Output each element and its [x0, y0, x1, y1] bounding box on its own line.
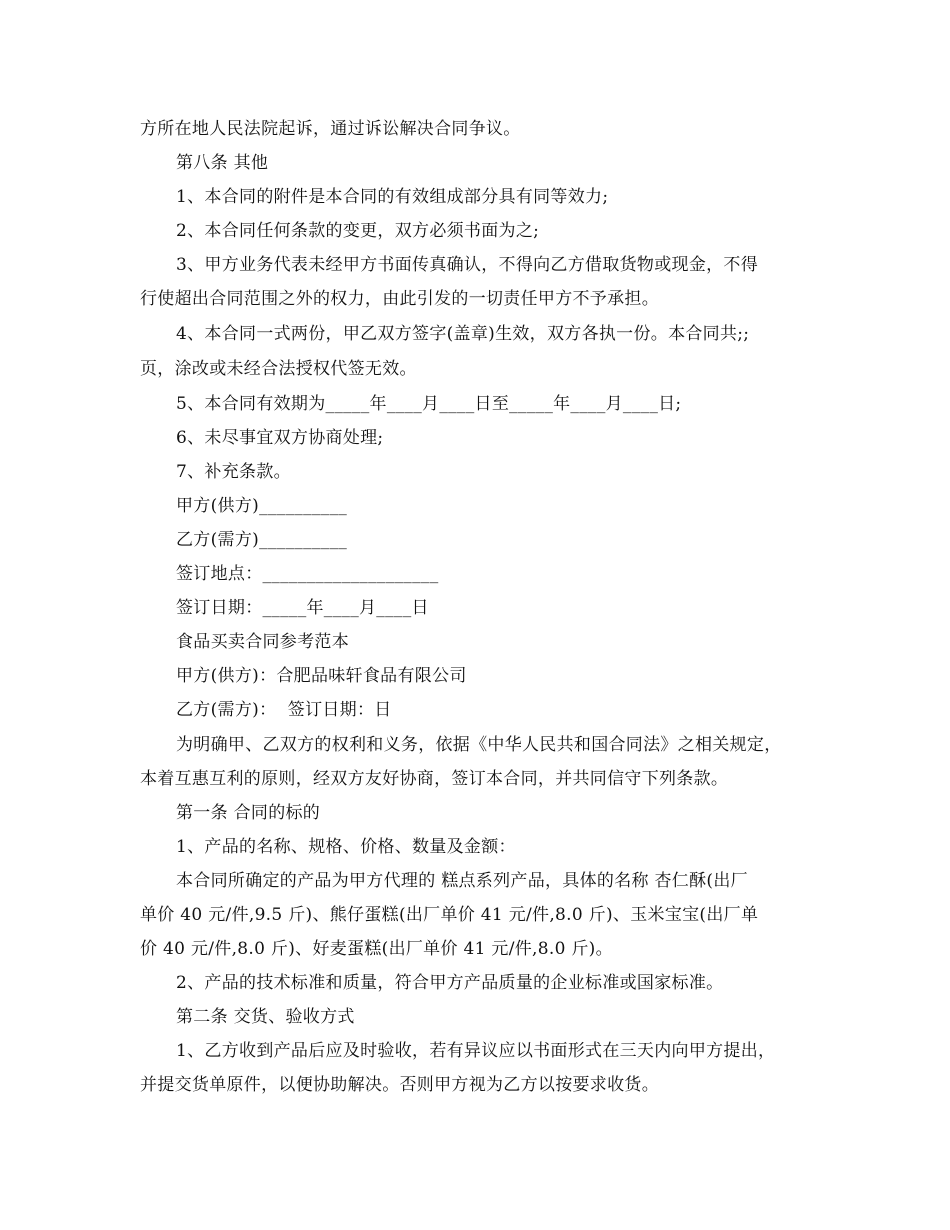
product-description-wrap: 单价 40 元/件,9.5 斤)、熊仔蛋糕(出厂单价 41 元/件,8.0 斤)、玉米宝宝(出厂单: [140, 905, 759, 925]
signing-date-line: 签订日期：_____年____月____日: [176, 598, 429, 618]
document-title: 食品买卖合同参考范本: [176, 632, 349, 652]
party-b-signature-line: 乙方(需方)__________: [176, 530, 348, 550]
party-a-line: 甲方(供方)：合肥品味轩食品有限公司: [176, 666, 467, 686]
clause-line: 4、本合同一式两份，甲乙双方签字(盖章)生效，双方各执一份。本合同共;;: [176, 324, 750, 344]
product-description-line: 本合同所确定的产品为甲方代理的 糕点系列产品，具体的名称 杏仁酥(出厂: [176, 871, 748, 891]
party-a-signature-line: 甲方(供方)__________: [176, 496, 348, 516]
preamble-line: 为明确甲、乙双方的权利和义务，依据《中华人民共和国合同法》之相关规定，: [176, 735, 782, 755]
clause-line-wrap: 行使超出合同范围之外的权力，由此引发的一切责任甲方不予承担。: [140, 289, 659, 309]
clause-line: 2、产品的技术标准和质量，符合甲方产品质量的企业标准或国家标准。: [176, 973, 724, 993]
article-8-heading: 第八条 其他: [176, 153, 269, 173]
party-b-line: 乙方(需方)： 签订日期：日: [176, 700, 392, 720]
clause-line: 7、补充条款。: [176, 462, 291, 482]
product-description-wrap: 价 40 元/件,8.0 斤)、好麦蛋糕(出厂单价 41 元/件,8.0 斤)。: [140, 939, 613, 959]
article-1-heading: 第一条 合同的标的: [176, 803, 321, 823]
clause-line-wrap: 并提交货单原件，以便协助解决。否则甲方视为乙方以按要求收货。: [140, 1075, 659, 1095]
clause-line: 1、乙方收到产品后应及时验收，若有异议应以书面形式在三天内向甲方提出，: [176, 1041, 776, 1061]
preamble-line-wrap: 本着互惠互利的原则，经双方友好协商，签订本合同，并共同信守下列条款。: [140, 769, 729, 789]
clause-line: 6、未尽事宜双方协商处理;: [176, 428, 384, 448]
clause-line: 3、甲方业务代表未经甲方书面传真确认，不得向乙方借取货物或现金，不得: [176, 255, 759, 275]
article-2-heading: 第二条 交货、验收方式: [176, 1007, 355, 1027]
clause-line: 1、产品的名称、规格、价格、数量及金额：: [176, 837, 516, 857]
validity-period-line: 5、本合同有效期为_____年____月____日至_____年____月____日;: [176, 394, 682, 414]
clause-line: 2、本合同任何条款的变更，双方必须书面为之;: [176, 221, 540, 241]
clause-line-wrap: 页，涂改或未经合法授权代签无效。: [140, 359, 417, 379]
clause-line: 1、本合同的附件是本合同的有效组成部分具有同等效力;: [176, 187, 609, 207]
paragraph-continuation: 方所在地人民法院起诉，通过诉讼解决合同争议。: [140, 119, 521, 139]
signing-place-line: 签订地点：____________________: [176, 564, 439, 584]
